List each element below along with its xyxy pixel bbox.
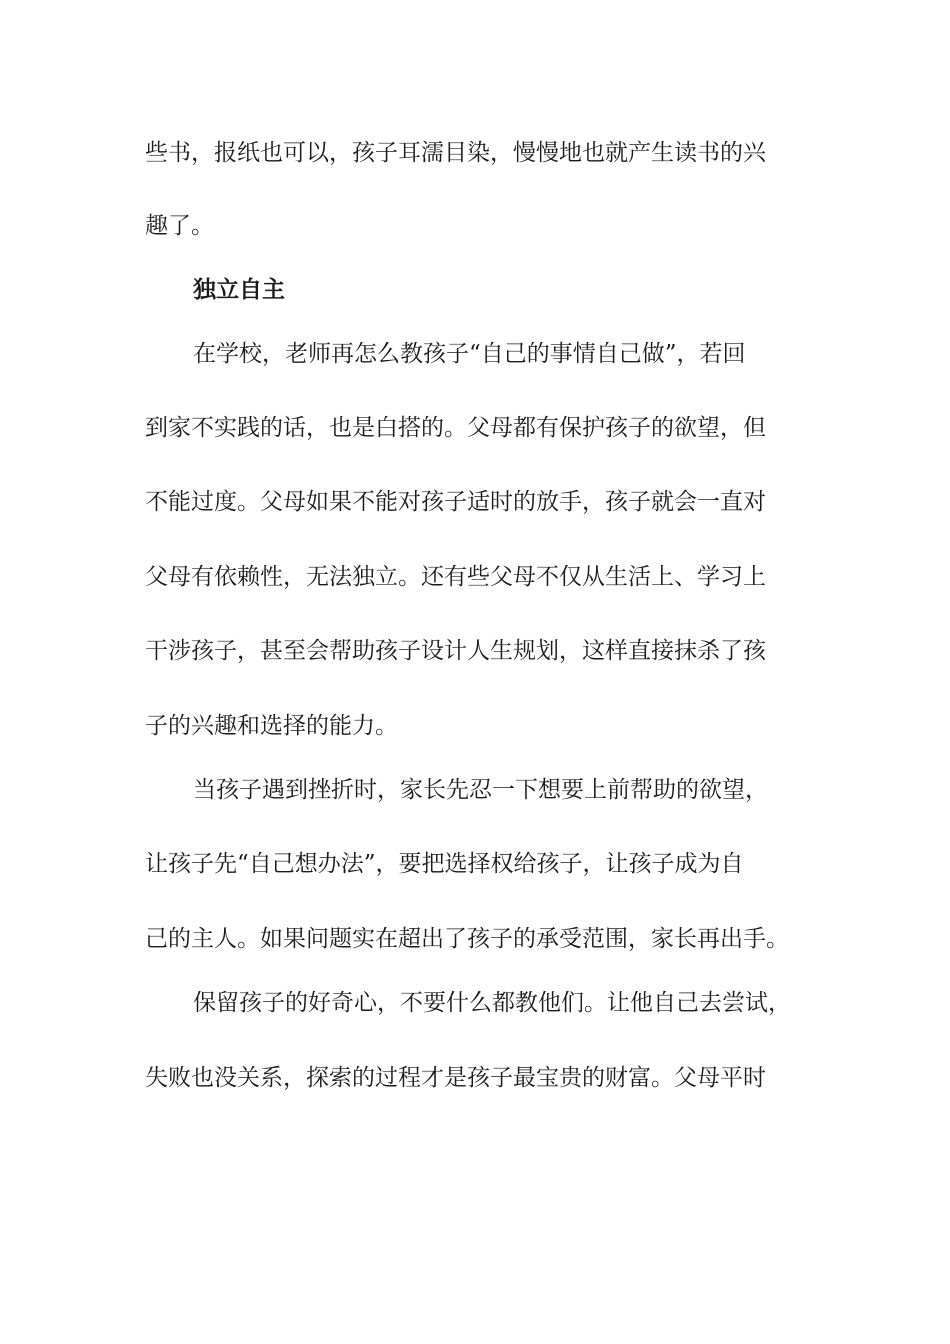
body-text-line: 失败也没关系，探索的过程才是孩子最宝贵的财富。父母平时 <box>145 1065 766 1091</box>
body-text-line: 父母有依赖性，无法独立。还有些父母不仅从生活上、学习上 <box>145 564 766 590</box>
body-text-line: 些书，报纸也可以，孩子耳濡目染，慢慢地也就产生读书的兴 <box>145 140 766 166</box>
section-heading: 独立自主 <box>193 276 285 303</box>
body-text-line: 己的主人。如果问题实在超出了孩子的承受范围，家长再出手。 <box>145 926 789 952</box>
body-text-line: 不能过度。父母如果不能对孩子适时的放手，孩子就会一直对 <box>145 489 766 515</box>
body-text-line: 干涉孩子，甚至会帮助孩子设计人生规划，这样直接抹杀了孩 <box>145 638 766 664</box>
body-text-line: 趣了。 <box>145 213 214 239</box>
body-text-line: 在学校，老师再怎么教孩子“自己的事情自己做”，若回 <box>193 341 746 367</box>
body-text-line: 当孩子遇到挫折时，家长先忍一下想要上前帮助的欲望， <box>193 777 768 803</box>
body-text-line: 保留孩子的好奇心，不要什么都教他们。让他自己去尝试， <box>193 990 791 1016</box>
body-text-line: 让孩子先“自己想办法”，要把选择权给孩子，让孩子成为自 <box>145 851 744 877</box>
body-text-line: 子的兴趣和选择的能力。 <box>145 713 398 739</box>
body-text-line: 到家不实践的话，也是白搭的。父母都有保护孩子的欲望，但 <box>145 415 766 441</box>
